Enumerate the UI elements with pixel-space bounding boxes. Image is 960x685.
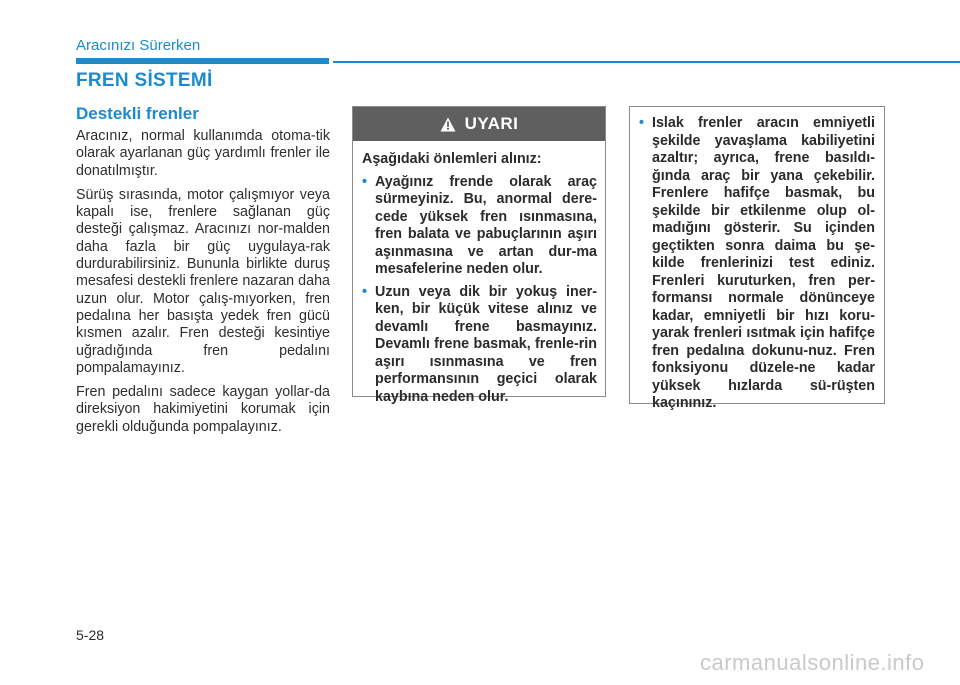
page-number: 5-28 (76, 627, 105, 643)
bullet-dot: • (362, 173, 368, 190)
bullet-dot: • (362, 283, 368, 300)
warning-header (353, 107, 605, 141)
note-bullet (639, 115, 875, 413)
watermark: carmanualsonline.info (700, 650, 925, 675)
header-rule-thin (333, 61, 960, 63)
header-rule-thick (76, 58, 329, 64)
note-box (629, 106, 885, 411)
warning-bullet (362, 174, 597, 279)
running-header: Aracınızı Sürerken (76, 37, 201, 54)
paragraph: Fren pedalını sadece kaygan yollar-da direksiyon hakimiyetini korumak için gerekli olduğunda pompalayınız. (76, 384, 330, 435)
warning-body (353, 141, 605, 406)
warning-triangle-icon (440, 117, 456, 132)
section-title: FREN SİSTEMİ (76, 70, 213, 91)
note-bullet-text: Islak frenler aracın emniyetli şekilde yavaşlama kabiliyetini azaltır; ayrıca, frene basıldı-ğında araç bir yana çekebilir. Frenlere hafifçe basmak, bu şekilde bir etkilenme olup ol-madığını gösterir. Su içinden geçtikten sonra daima bu şe-kilde frenlerinizi test ediniz. Frenleri kuruturken, fren per-formansı normale dönünceye kadar, emniyetli bir hızı koru-yarak frenleri ısıtmak için hafifçe fren pedalına dokunu-nuz. Fren fonksiyonu düzele-ne kadar yüksek hızlarda sü-rüşten kaçınınız. (652, 115, 875, 411)
warning-intro: Aşağıdaki önlemleri alınız: (362, 151, 542, 167)
paragraph: Aracınız, normal kullanımda otoma-tik olarak ayarlanan güç yardımlı frenler ile donatılmıştır. (76, 128, 330, 179)
warning-bullet-text: Uzun veya dik bir yokuş iner-ken, bir küçük vitese alınız ve devamlı frene basmayınız. Devamlı frene basmak, frenle-rin aşırı ısınmasına ve fren performansının geçici olarak kaybına neden olur. (375, 283, 597, 405)
left-column (76, 128, 330, 443)
bullet-dot: • (639, 115, 645, 131)
warning-box (352, 106, 606, 405)
warning-title: UYARI (464, 114, 519, 133)
warning-bullet (362, 284, 597, 407)
paragraph: Sürüş sırasında, motor çalışmıyor veya kapalı ise, frenlere sağlanan güç desteği çalışmaz. Aracınızı nor-malden daha fazla bir güç uygulaya-rak durdurabilirsiniz. Bununla birlikte duruş mesafesi destekli frenlere nazaran daha uzun olur. Motor çalış-mıyorken, fren pedalına her basışta yedek fren gücü kısmen azalır. Fren desteği kesintiye uğradığında fren pedalını pompalamayınız. (76, 186, 330, 376)
warning-bullet-text: Ayağınız frende olarak araç sürmeyiniz. Bu, anormal dere-cede yüksek fren ısınmasına, fren balata ve pabuçlarının aşırı aşınmasına ve artan dur-ma mesafelerine neden olur. (375, 173, 597, 277)
subsection-title: Destekli frenler (76, 104, 199, 123)
